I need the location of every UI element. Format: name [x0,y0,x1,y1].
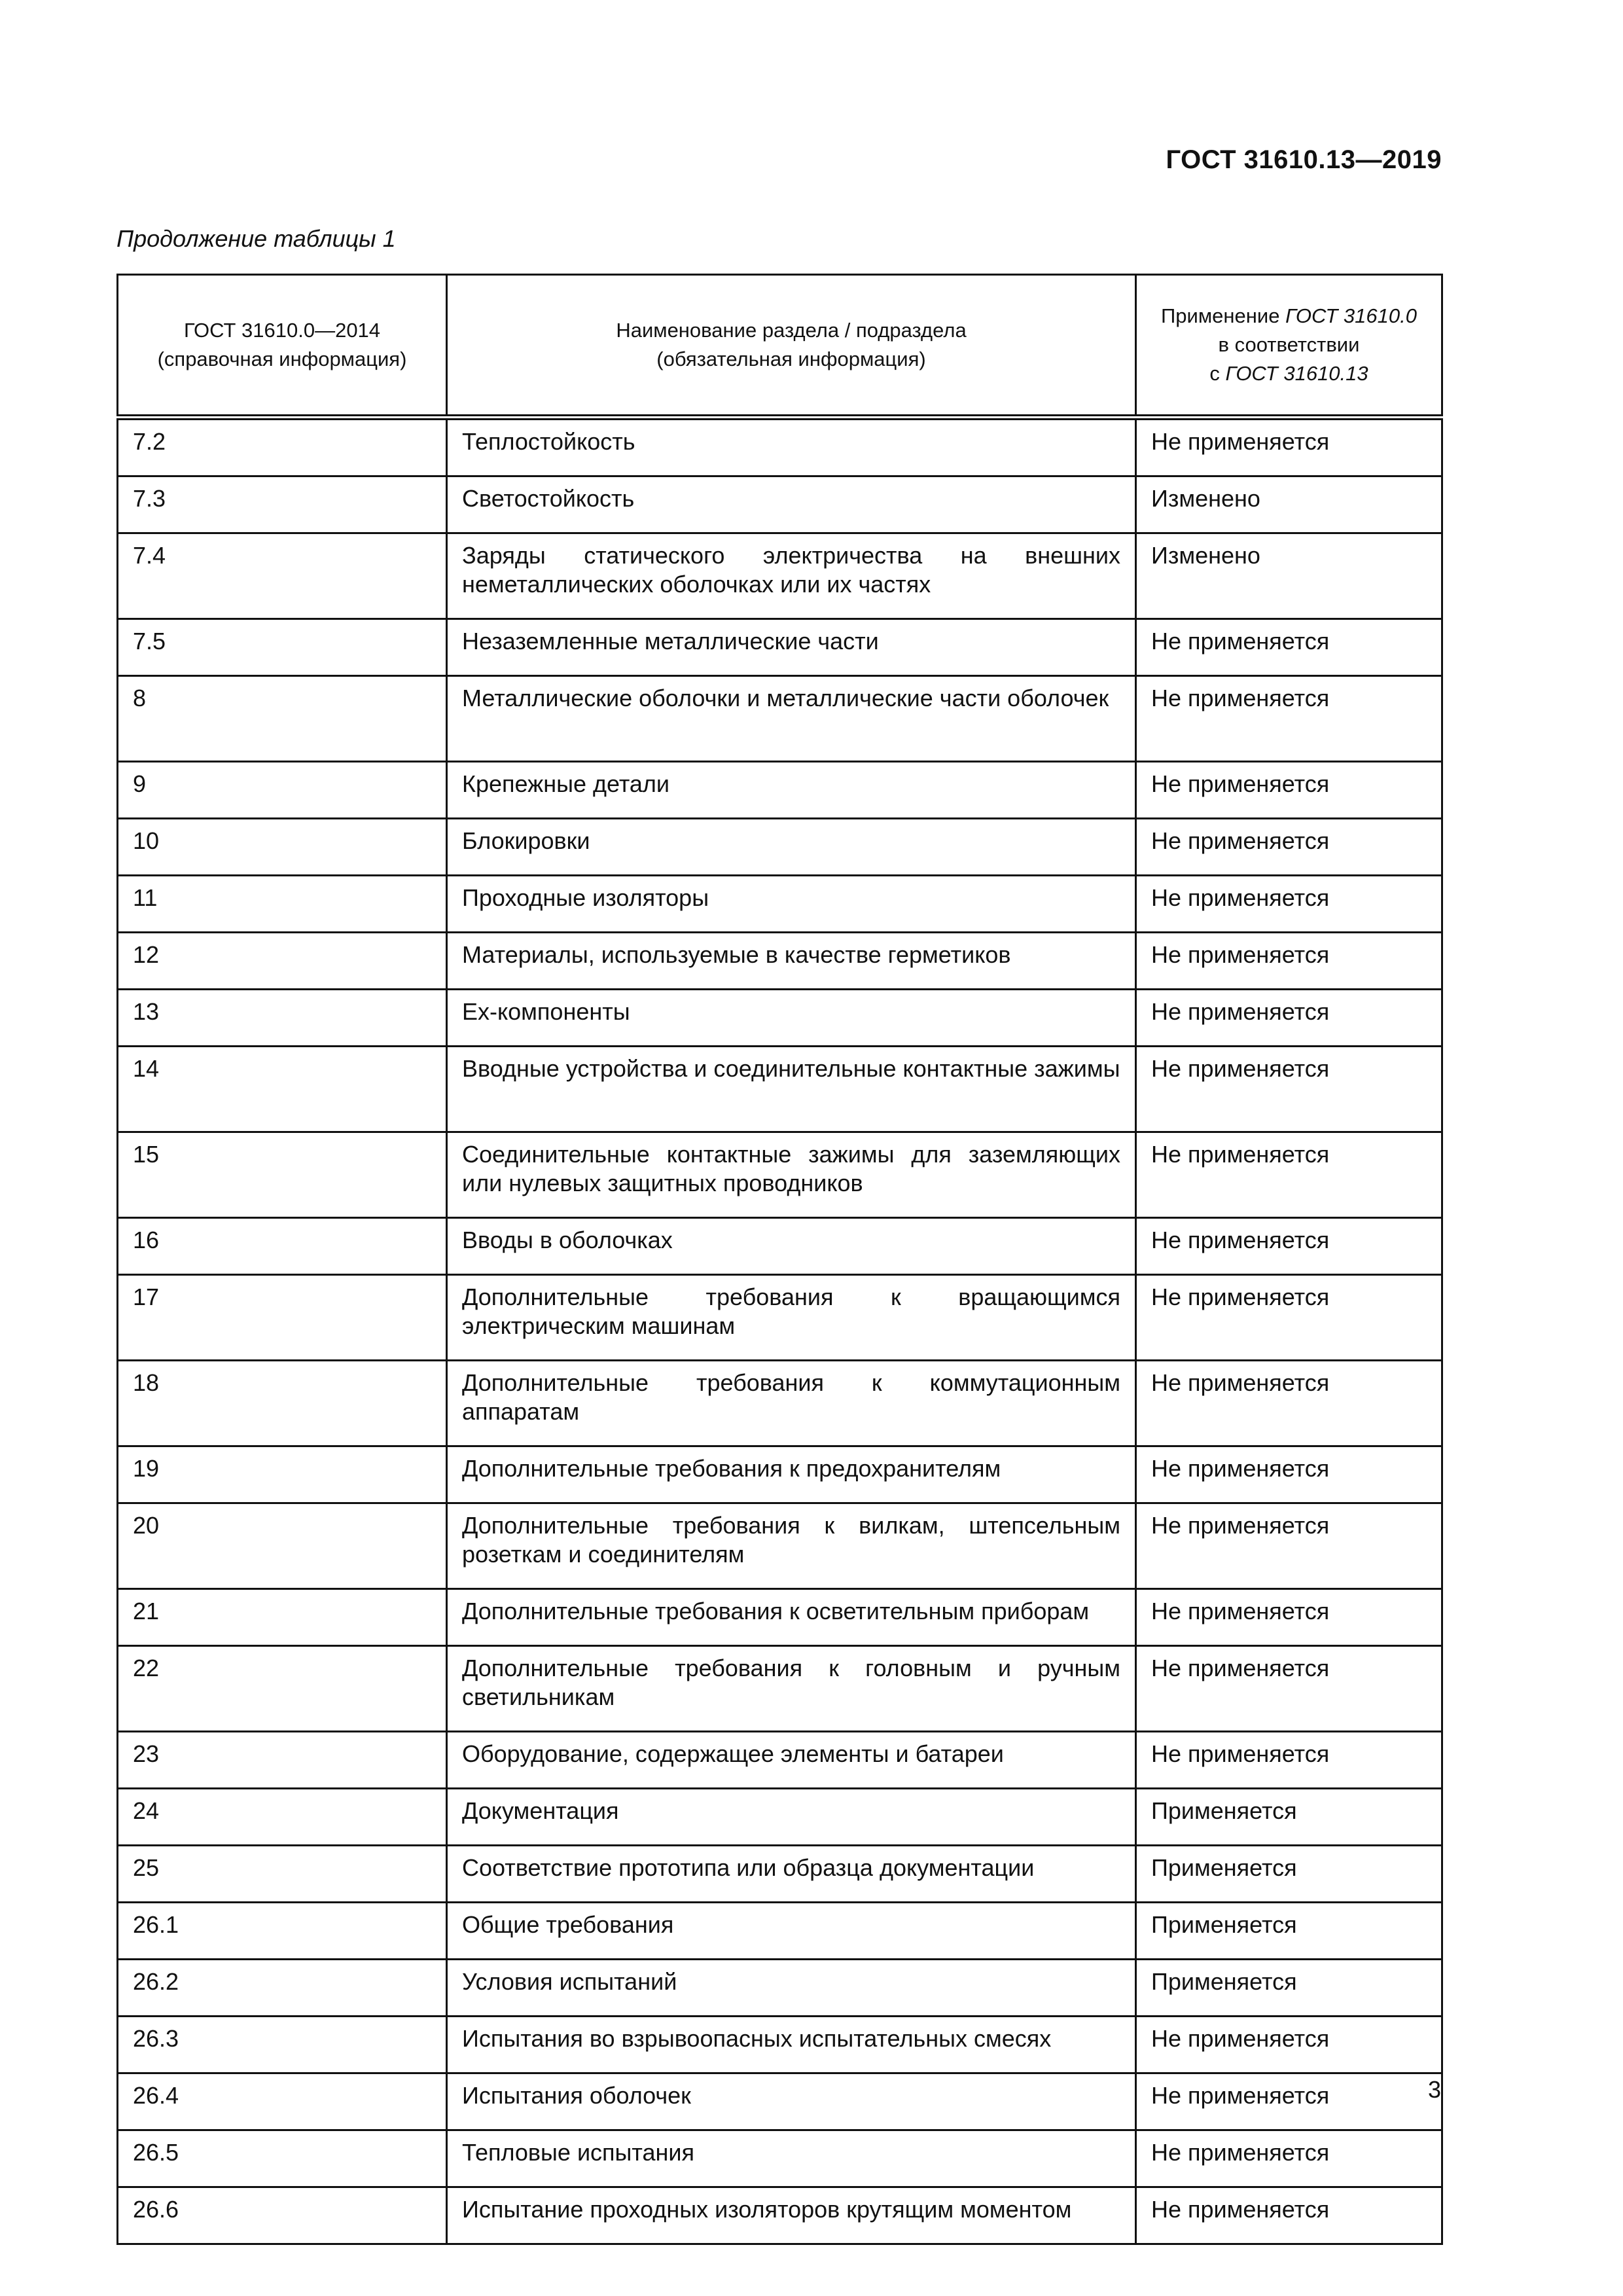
cell-section-number: 13 [118,990,447,1047]
cell-section-number: 17 [118,1275,447,1361]
cell-section-title: Дополнительные требования к вилкам, штепсельным розеткам и соединителям [447,1503,1136,1589]
col-header-application-prefix: Применение [1161,304,1286,327]
cell-section-number: 15 [118,1132,447,1218]
table-row [118,533,1442,619]
cell-section-title: Дополнительные требования к коммутационным аппаратам [447,1361,1136,1446]
cell-section-number: 8 [118,676,447,762]
table-row [118,1361,1442,1446]
col-header-reference-line2: (справочная информация) [157,348,407,370]
cell-application-status: Применяется [1136,1846,1442,1903]
cell-section-title: Дополнительные требования к предохранителям [447,1446,1136,1503]
table-row [118,1960,1442,2017]
table-row [118,1275,1442,1361]
cell-section-title: Общие требования [447,1903,1136,1960]
cell-application-status: Не применяется [1136,2073,1442,2130]
table-row [118,1589,1442,1646]
cell-application-status: Не применяется [1136,1503,1442,1589]
cell-application-status: Не применяется [1136,1132,1442,1218]
cell-application-status: Не применяется [1136,933,1442,990]
cell-application-status: Не применяется [1136,819,1442,876]
table-row [118,1646,1442,1732]
table-row [118,1446,1442,1503]
cell-section-title: Заряды статического электричества на внешних неметаллических оболочках или их частях [447,533,1136,619]
cell-application-status: Применяется [1136,1960,1442,2017]
col-header-application-with: с [1209,362,1226,385]
table-row [118,819,1442,876]
cell-section-number: 7.2 [118,418,447,476]
cell-section-number: 23 [118,1732,447,1789]
cell-section-number: 22 [118,1646,447,1732]
col-header-application [1136,275,1442,418]
cell-section-title: Крепежные детали [447,762,1136,819]
table-row [118,1732,1442,1789]
cell-section-number: 9 [118,762,447,819]
table-row [118,476,1442,533]
col-header-application-line3 [1147,359,1431,388]
cell-section-title: Теплостойкость [447,418,1136,476]
table-row [118,1789,1442,1846]
table-row [118,2130,1442,2187]
cell-section-number: 16 [118,1218,447,1275]
cell-application-status: Не применяется [1136,1589,1442,1646]
cell-section-number: 26.3 [118,2017,447,2073]
col-header-section-name [447,275,1136,418]
cell-section-title: Испытания во взрывоопасных испытательных смесях [447,2017,1136,2073]
table-row [118,1132,1442,1218]
cell-section-title: Вводные устройства и соединительные контактные зажимы [447,1047,1136,1132]
cell-section-number: 26.5 [118,2130,447,2187]
cell-application-status: Применяется [1136,1903,1442,1960]
table-row [118,762,1442,819]
table-caption: Продолжение таблицы 1 [116,225,396,252]
document-code: ГОСТ 31610.13—2019 [1166,145,1442,174]
cell-section-title: Условия испытаний [447,1960,1136,2017]
table-row [118,1047,1442,1132]
cell-section-title: Металлические оболочки и металлические части оболочек [447,676,1136,762]
cell-application-status: Не применяется [1136,1732,1442,1789]
cell-section-number: 24 [118,1789,447,1846]
cell-application-status: Не применяется [1136,990,1442,1047]
col-header-section-name-line2: (обязательная информация) [656,348,926,370]
cell-section-title: Вводы в оболочках [447,1218,1136,1275]
cell-section-number: 26.6 [118,2187,447,2244]
cell-section-number: 18 [118,1361,447,1446]
cell-section-title: Незаземленные металлические части [447,619,1136,676]
cell-application-status: Не применяется [1136,676,1442,762]
table-row [118,933,1442,990]
table-row [118,1503,1442,1589]
cell-application-status: Не применяется [1136,1218,1442,1275]
col-header-section-name-line1: Наименование раздела / подраздела [616,319,967,342]
cell-section-title: Дополнительные требования к вращающимся электрическим машинам [447,1275,1136,1361]
cell-section-number: 26.2 [118,1960,447,2017]
cell-section-number: 11 [118,876,447,933]
cell-section-title: Оборудование, содержащее элементы и батареи [447,1732,1136,1789]
table-body [118,418,1442,2244]
cell-application-status: Не применяется [1136,1047,1442,1132]
cell-application-status: Не применяется [1136,1275,1442,1361]
cell-application-status: Не применяется [1136,876,1442,933]
table-row [118,2073,1442,2130]
table-row [118,619,1442,676]
cell-section-number: 20 [118,1503,447,1589]
cell-section-number: 7.4 [118,533,447,619]
cell-section-title: Дополнительные требования к осветительным приборам [447,1589,1136,1646]
cell-section-title: Документация [447,1789,1136,1846]
standards-table [116,274,1443,2245]
col-header-reference [118,275,447,418]
cell-section-title: Ех-компоненты [447,990,1136,1047]
cell-application-status: Не применяется [1136,619,1442,676]
cell-section-title: Соединительные контактные зажимы для заземляющих или нулевых защитных проводников [447,1132,1136,1218]
cell-section-number: 21 [118,1589,447,1646]
cell-section-title: Испытания оболочек [447,2073,1136,2130]
cell-section-number: 10 [118,819,447,876]
cell-application-status: Не применяется [1136,418,1442,476]
cell-application-status: Не применяется [1136,1446,1442,1503]
cell-application-status: Не применяется [1136,762,1442,819]
cell-section-number: 7.5 [118,619,447,676]
col-header-reference-line1: ГОСТ 31610.0—2014 [183,319,381,342]
cell-application-status: Не применяется [1136,2017,1442,2073]
cell-application-status: Применяется [1136,1789,1442,1846]
cell-section-title: Проходные изоляторы [447,876,1136,933]
cell-application-status: Не применяется [1136,1646,1442,1732]
cell-section-title: Дополнительные требования к головным и ручным светильникам [447,1646,1136,1732]
table-row [118,990,1442,1047]
table-row [118,1218,1442,1275]
cell-application-status: Изменено [1136,476,1442,533]
page-number: 3 [1427,2076,1441,2103]
cell-section-title: Соответствие прототипа или образца документации [447,1846,1136,1903]
table-row [118,1846,1442,1903]
table-row [118,876,1442,933]
col-header-application-target-standard: ГОСТ 31610.13 [1225,362,1368,385]
cell-section-title: Испытание проходных изоляторов крутящим моментом [447,2187,1136,2244]
table-row [118,1903,1442,1960]
cell-section-title: Блокировки [447,819,1136,876]
cell-application-status: Не применяется [1136,2187,1442,2244]
cell-application-status: Изменено [1136,533,1442,619]
table-row [118,2187,1442,2244]
table-row [118,2017,1442,2073]
cell-section-title: Тепловые испытания [447,2130,1136,2187]
cell-application-status: Не применяется [1136,1361,1442,1446]
table-row [118,418,1442,476]
cell-section-number: 12 [118,933,447,990]
cell-section-number: 19 [118,1446,447,1503]
col-header-application-line1 [1147,302,1431,331]
cell-section-title: Материалы, используемые в качестве герметиков [447,933,1136,990]
cell-section-number: 25 [118,1846,447,1903]
cell-section-title: Светостойкость [447,476,1136,533]
col-header-application-line2: в соответствии [1218,333,1360,356]
cell-section-number: 26.1 [118,1903,447,1960]
cell-application-status: Не применяется [1136,2130,1442,2187]
cell-section-number: 7.3 [118,476,447,533]
cell-section-number: 26.4 [118,2073,447,2130]
table-row [118,676,1442,762]
table-header-row [118,275,1442,418]
col-header-application-standard: ГОСТ 31610.0 [1285,304,1417,327]
cell-section-number: 14 [118,1047,447,1132]
